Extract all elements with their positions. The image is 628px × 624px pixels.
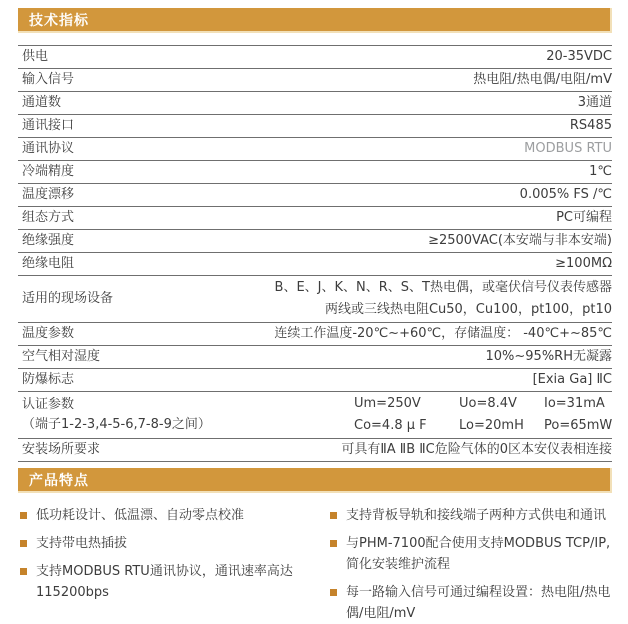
- square-bullet-icon: [330, 589, 337, 596]
- cert-lo: Lo=20mH: [459, 418, 524, 433]
- spec-row: [18, 391, 612, 438]
- list-item: [18, 561, 300, 603]
- spec-table: [18, 45, 612, 462]
- features-section-header: [18, 468, 612, 493]
- spec-row: [18, 368, 612, 391]
- cert-uo: Uo=8.4V: [459, 396, 517, 411]
- square-bullet-icon: [20, 512, 27, 519]
- spec-row: [18, 183, 612, 206]
- certification-params: [211, 393, 612, 437]
- product-features: [18, 499, 612, 624]
- spec-label: 通讯协议: [22, 141, 75, 156]
- spec-value: [113, 277, 612, 321]
- spec-label: 冷端精度: [22, 164, 75, 179]
- cert-io: Io=31mA: [544, 396, 605, 411]
- features-column-right: [328, 505, 612, 624]
- cert-co: Co=4.8 μ F: [354, 418, 427, 433]
- spec-row: [18, 322, 612, 345]
- spec-value: [Exia Ga] ⅡC: [532, 372, 612, 387]
- spec-label: 绝缘强度: [22, 233, 75, 248]
- feature-text: 支持MODBUS RTU通讯协议，通讯速率高达115200bps: [36, 564, 293, 600]
- spec-label: 安装场所要求: [22, 442, 101, 457]
- spec-value: 可具有ⅡA ⅡB ⅡC危险气体的0区本安仪表相连接: [341, 442, 612, 457]
- spec-row: [18, 137, 612, 160]
- spec-value-line: 两线或三线热电阻Cu50，Cu100，pt100，pt10: [324, 302, 612, 317]
- spec-value: PC可编程: [556, 210, 612, 225]
- spec-row: [18, 252, 612, 275]
- spec-value: 1℃: [589, 164, 612, 179]
- spec-label: 空气相对湿度: [22, 349, 101, 364]
- feature-text: 与PHM-7100配合使用支持MODBUS TCP/IP,简化安装维护流程: [346, 536, 611, 572]
- spec-label: 组态方式: [22, 210, 75, 225]
- feature-text: 每一路输入信号可通过编程设置：热电阻/热电偶/电阻/mV: [346, 585, 611, 621]
- spec-value-line: B、E、J、K、N、R、S、T热电偶，或毫伏信号仪表传感器: [274, 280, 612, 295]
- cert-po: Po=65mW: [544, 418, 613, 433]
- square-bullet-icon: [20, 540, 27, 547]
- spec-label: 通道数: [22, 95, 62, 110]
- spec-row: [18, 91, 612, 114]
- cert-params-line: [354, 415, 612, 437]
- spec-row: [18, 45, 612, 68]
- spec-value: 连续工作温度-20℃~+60℃，存储温度： -40℃+~85℃: [274, 326, 612, 341]
- spec-label: 绝缘电阻: [22, 256, 75, 271]
- spec-row: [18, 345, 612, 368]
- spec-value: MODBUS RTU: [524, 141, 612, 156]
- spec-row: [18, 206, 612, 229]
- spec-row: [18, 229, 612, 252]
- spec-label: 通讯接口: [22, 118, 75, 133]
- square-bullet-icon: [330, 512, 337, 519]
- square-bullet-icon: [330, 540, 337, 547]
- spec-row: [18, 275, 612, 322]
- spec-label: 防爆标志: [22, 372, 75, 387]
- feature-text: 支持带电热插拔: [36, 536, 128, 551]
- spec-value: 20-35VDC: [546, 49, 612, 64]
- spec-row: [18, 438, 612, 461]
- features-column-left: [18, 505, 300, 624]
- spec-row: [18, 68, 612, 91]
- spec-row: [18, 114, 612, 137]
- spec-value: RS485: [569, 118, 612, 133]
- specs-section-title: 技术指标: [29, 12, 89, 29]
- cert-params-line: [354, 393, 612, 415]
- spec-value: 3通道: [577, 95, 612, 110]
- spec-label-line: （端子1-2-3,4-5-6,7-8-9之间）: [22, 417, 211, 432]
- list-item: [18, 505, 300, 526]
- spec-label-line: 认证参数: [22, 397, 75, 412]
- cert-um: Um=250V: [354, 396, 421, 411]
- feature-text: 支持背板导轨和接线端子两种方式供电和通讯: [346, 508, 607, 523]
- spec-label: [18, 395, 211, 435]
- spec-value: 0.005% FS /℃: [519, 187, 612, 202]
- list-item: [18, 533, 300, 554]
- spec-label: 温度参数: [22, 326, 75, 341]
- square-bullet-icon: [20, 568, 27, 575]
- features-section-title: 产品特点: [29, 472, 89, 489]
- spec-value: ≥100MΩ: [555, 256, 612, 271]
- feature-text: 低功耗设计、低温漂、自动零点校准: [36, 508, 245, 523]
- spec-value: ≥2500VAC(本安端与非本安端): [428, 233, 612, 248]
- spec-label: 温度漂移: [22, 187, 75, 202]
- spec-label: 输入信号: [22, 72, 75, 87]
- spec-label: 适用的现场设备: [22, 291, 114, 306]
- list-item: [328, 505, 612, 526]
- spec-label: 供电: [22, 49, 49, 64]
- specs-section-header: [18, 8, 612, 33]
- list-item: [328, 533, 612, 575]
- list-item: [328, 582, 612, 624]
- spec-row: [18, 160, 612, 183]
- spec-value: 10%~95%RH无凝露: [485, 349, 612, 364]
- spec-value: 热电阻/热电偶/电阻/mV: [473, 72, 612, 87]
